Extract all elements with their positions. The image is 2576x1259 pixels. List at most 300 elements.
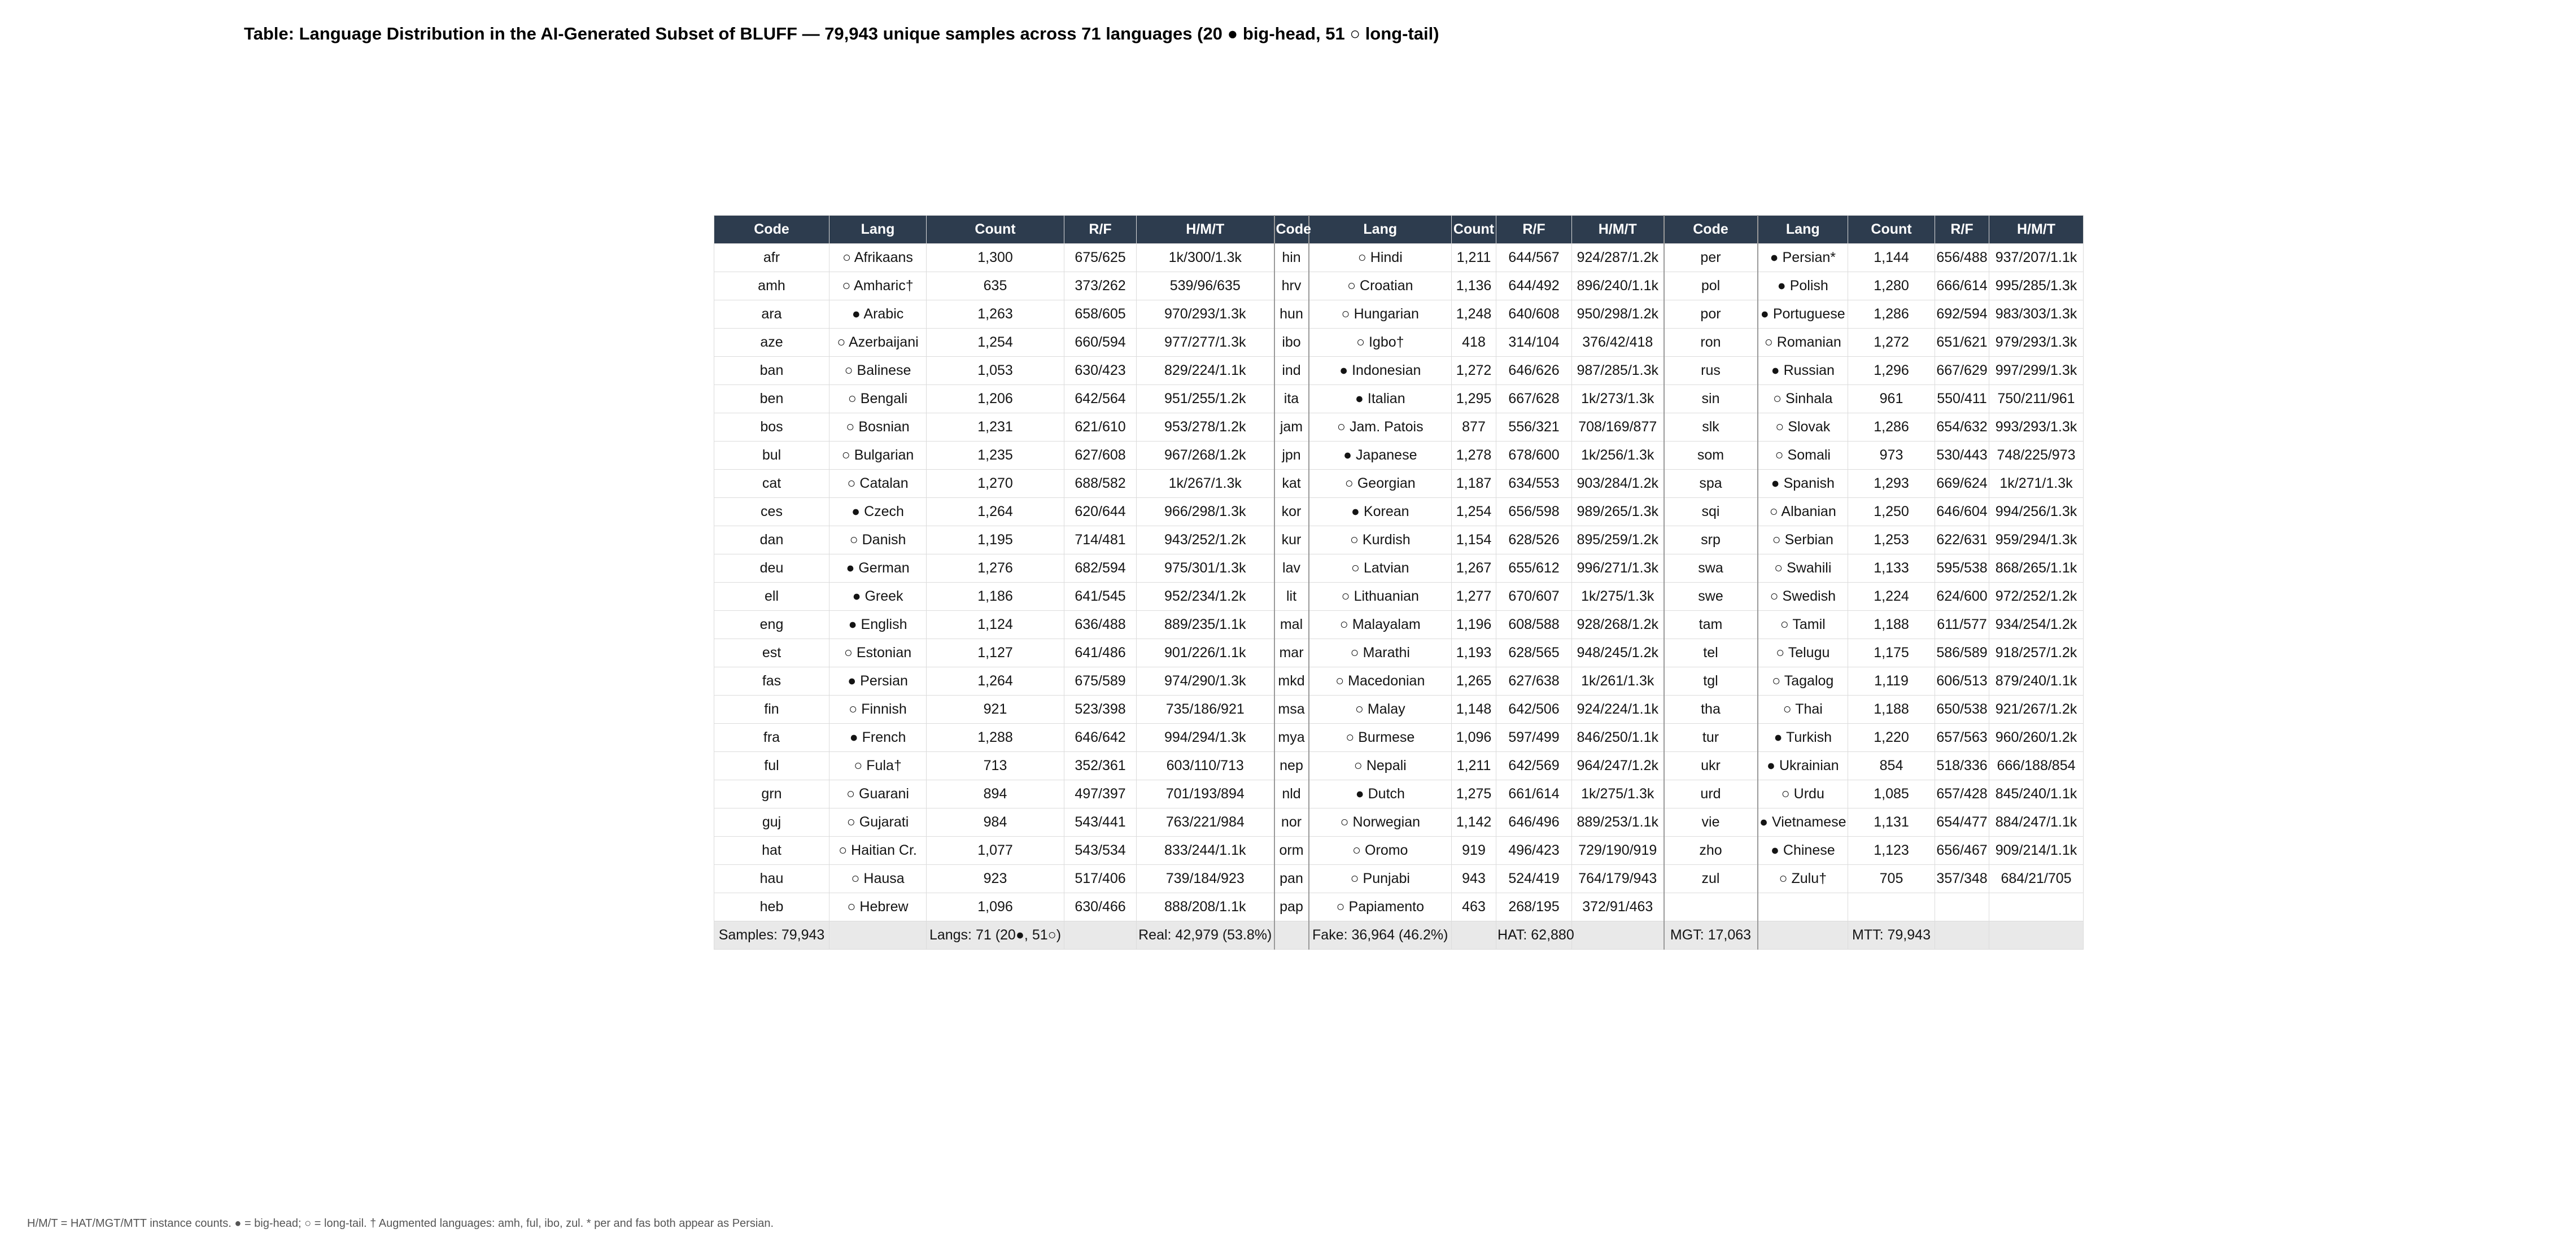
cell-rf-right: 656/467 [1935,837,1989,865]
cell-count-left: 635 [927,272,1064,300]
cell-code-mid: pap [1274,893,1309,921]
cell-lang-right: ○ Telugu [1758,639,1848,667]
cell-rf-mid: 667/628 [1496,385,1572,413]
cell-hmt-mid: 846/250/1.1k [1572,724,1664,752]
cell-hmt-mid: 372/91/463 [1572,893,1664,921]
cell-count-mid: 1,254 [1452,498,1496,526]
cell-rf-left: 646/642 [1064,724,1137,752]
cell-code-right: zul [1664,865,1758,893]
cell-code-left: fra [714,724,829,752]
cell-code-left: heb [714,893,829,921]
cell-lang-mid: ● Korean [1309,498,1452,526]
cell-rf-mid: 646/496 [1496,808,1572,837]
cell-lang-right: ○ Slovak [1758,413,1848,441]
cell-code-right: ukr [1664,752,1758,780]
cell-hmt-left: 735/186/921 [1137,696,1274,724]
header-lang-right: Lang [1758,216,1848,244]
cell-count-right: 973 [1848,441,1935,470]
cell-lang-right: ● Polish [1758,272,1848,300]
cell-rf-left: 543/534 [1064,837,1137,865]
cell-count-mid: 1,142 [1452,808,1496,837]
cell-hmt-mid: 708/169/877 [1572,413,1664,441]
cell-code-right: rus [1664,357,1758,385]
cell-rf-mid: 644/567 [1496,244,1572,272]
cell-hmt-right: 972/252/1.2k [1989,583,2084,611]
cell-rf-left: 642/564 [1064,385,1137,413]
cell-lang-left: ○ Azerbaijani [829,329,927,357]
cell-hmt-right: 997/299/1.3k [1989,357,2084,385]
cell-code-right: sin [1664,385,1758,413]
cell-lang-mid: ○ Malay [1309,696,1452,724]
cell-lang-right: ○ Sinhala [1758,385,1848,413]
cell-rf-left: 523/398 [1064,696,1137,724]
cell-code-right: por [1664,300,1758,329]
cell-code-mid: pan [1274,865,1309,893]
cell-hmt-left: 1k/300/1.3k [1137,244,1274,272]
cell-count-left: 894 [927,780,1064,808]
cell-hmt-mid: 376/42/418 [1572,329,1664,357]
cell-count-mid: 1,277 [1452,583,1496,611]
header-hmt-mid: H/M/T [1572,216,1664,244]
cell-lang-left: ○ Gujarati [829,808,927,837]
cell-hmt-left: 943/252/1.2k [1137,526,1274,554]
cell-code-left: guj [714,808,829,837]
cell-hmt-mid: 948/245/1.2k [1572,639,1664,667]
cell-code-mid: mal [1274,611,1309,639]
cell-count-right: 1,280 [1848,272,1935,300]
cell-count-right: 1,188 [1848,696,1935,724]
cell-code-mid: mar [1274,639,1309,667]
cell-count-left: 1,127 [927,639,1064,667]
cell-hmt-right: 884/247/1.1k [1989,808,2084,837]
cell-rf-right: 654/632 [1935,413,1989,441]
cell-count-right: 1,272 [1848,329,1935,357]
summary-empty [1274,921,1309,950]
summary-fake: Fake: 36,964 (46.2%) [1309,921,1452,950]
cell-rf-left: 621/610 [1064,413,1137,441]
cell-hmt-mid: 895/259/1.2k [1572,526,1664,554]
cell-rf-right: 611/577 [1935,611,1989,639]
cell-hmt-left: 952/234/1.2k [1137,583,1274,611]
cell-code-right: per [1664,244,1758,272]
cell-count-left: 1,077 [927,837,1064,865]
cell-rf-left: 517/406 [1064,865,1137,893]
cell-rf-left: 641/486 [1064,639,1137,667]
cell-code-right: slk [1664,413,1758,441]
cell-lang-right: ● Chinese [1758,837,1848,865]
table-row [714,554,2084,583]
cell-code-right [1664,893,1758,921]
cell-rf-mid: 627/638 [1496,667,1572,696]
cell-count-right [1848,893,1935,921]
cell-code-left: ben [714,385,829,413]
cell-count-mid: 1,187 [1452,470,1496,498]
cell-count-right: 1,175 [1848,639,1935,667]
cell-lang-right: ○ Zulu† [1758,865,1848,893]
cell-lang-left: ○ Amharic† [829,272,927,300]
cell-code-mid: msa [1274,696,1309,724]
cell-rf-mid: 642/569 [1496,752,1572,780]
summary-mgt: MGT: 17,063 [1664,921,1758,950]
table-row [714,611,2084,639]
cell-count-mid: 1,265 [1452,667,1496,696]
cell-lang-left: ● Greek [829,583,927,611]
cell-lang-right: ○ Thai [1758,696,1848,724]
cell-code-right: srp [1664,526,1758,554]
table-row [714,865,2084,893]
cell-count-left: 1,276 [927,554,1064,583]
cell-rf-left: 373/262 [1064,272,1137,300]
cell-hmt-left: 739/184/923 [1137,865,1274,893]
table-row [714,837,2084,865]
cell-count-left: 1,254 [927,329,1064,357]
cell-count-left: 1,264 [927,667,1064,696]
table-row [714,300,2084,329]
cell-lang-mid: ○ Marathi [1309,639,1452,667]
cell-lang-left: ○ Finnish [829,696,927,724]
cell-lang-right: ○ Urdu [1758,780,1848,808]
cell-rf-left: 630/423 [1064,357,1137,385]
table-row [714,329,2084,357]
cell-rf-left: 497/397 [1064,780,1137,808]
cell-lang-left: ○ Bosnian [829,413,927,441]
cell-rf-right: 550/411 [1935,385,1989,413]
cell-count-left: 1,124 [927,611,1064,639]
cell-hmt-right: 979/293/1.3k [1989,329,2084,357]
header-code-left: Code [714,216,829,244]
cell-rf-mid: 496/423 [1496,837,1572,865]
cell-rf-right: 654/477 [1935,808,1989,837]
cell-hmt-mid: 950/298/1.2k [1572,300,1664,329]
cell-lang-mid: ● Dutch [1309,780,1452,808]
cell-hmt-left: 833/244/1.1k [1137,837,1274,865]
table-row [714,583,2084,611]
cell-rf-left: 630/466 [1064,893,1137,921]
summary-mtt: MTT: 79,943 [1848,921,1935,950]
cell-hmt-right: 937/207/1.1k [1989,244,2084,272]
cell-lang-mid: ● Japanese [1309,441,1452,470]
header-hmt-right: H/M/T [1989,216,2084,244]
cell-rf-left: 660/594 [1064,329,1137,357]
cell-lang-mid: ○ Lithuanian [1309,583,1452,611]
cell-count-mid: 877 [1452,413,1496,441]
cell-lang-right: ○ Tamil [1758,611,1848,639]
cell-lang-left: ● English [829,611,927,639]
cell-code-mid: jam [1274,413,1309,441]
cell-lang-right: ○ Somali [1758,441,1848,470]
table-body [714,244,2084,921]
cell-rf-mid: 656/598 [1496,498,1572,526]
cell-code-mid: nep [1274,752,1309,780]
cell-lang-right: ○ Albanian [1758,498,1848,526]
cell-lang-left: ● German [829,554,927,583]
cell-hmt-mid: 924/287/1.2k [1572,244,1664,272]
cell-rf-left: 620/644 [1064,498,1137,526]
cell-hmt-right: 750/211/961 [1989,385,2084,413]
cell-count-right: 1,250 [1848,498,1935,526]
cell-rf-left: 688/582 [1064,470,1137,498]
cell-code-mid: mkd [1274,667,1309,696]
cell-lang-right: ○ Romanian [1758,329,1848,357]
cell-hmt-left: 603/110/713 [1137,752,1274,780]
table-header [714,216,2084,244]
cell-count-mid: 1,193 [1452,639,1496,667]
cell-hmt-left: 701/193/894 [1137,780,1274,808]
cell-rf-left: 627/608 [1064,441,1137,470]
summary-empty [1935,921,1989,950]
cell-rf-right: 622/631 [1935,526,1989,554]
cell-rf-mid: 556/321 [1496,413,1572,441]
language-distribution-table [714,215,2084,950]
cell-hmt-right: 748/225/973 [1989,441,2084,470]
cell-lang-mid: ○ Norwegian [1309,808,1452,837]
cell-hmt-mid: 729/190/919 [1572,837,1664,865]
cell-hmt-left: 951/255/1.2k [1137,385,1274,413]
cell-hmt-left: 888/208/1.1k [1137,893,1274,921]
header-code-mid: Code [1274,216,1309,244]
summary-empty [1452,921,1496,950]
cell-code-left: ban [714,357,829,385]
cell-code-left: aze [714,329,829,357]
cell-lang-left: ○ Danish [829,526,927,554]
cell-code-mid: kor [1274,498,1309,526]
cell-code-mid: hun [1274,300,1309,329]
cell-lang-mid: ○ Oromo [1309,837,1452,865]
cell-lang-mid: ○ Punjabi [1309,865,1452,893]
cell-count-right: 1,123 [1848,837,1935,865]
cell-count-right: 1,131 [1848,808,1935,837]
cell-lang-left: ○ Bulgarian [829,441,927,470]
cell-lang-left: ● Arabic [829,300,927,329]
header-lang-mid: Lang [1309,216,1452,244]
cell-code-mid: nor [1274,808,1309,837]
summary-empty [829,921,927,950]
cell-lang-right: ● Ukrainian [1758,752,1848,780]
cell-count-right: 961 [1848,385,1935,413]
cell-code-left: hat [714,837,829,865]
cell-count-left: 923 [927,865,1064,893]
cell-count-left: 1,288 [927,724,1064,752]
cell-hmt-right: 918/257/1.2k [1989,639,2084,667]
summary-real: Real: 42,979 (53.8%) [1137,921,1274,950]
cell-rf-mid: 628/565 [1496,639,1572,667]
cell-hmt-mid: 903/284/1.2k [1572,470,1664,498]
cell-count-right: 1,119 [1848,667,1935,696]
cell-hmt-mid: 928/268/1.2k [1572,611,1664,639]
table-row [714,385,2084,413]
cell-lang-right: ○ Swedish [1758,583,1848,611]
cell-code-mid: orm [1274,837,1309,865]
cell-hmt-mid: 1k/273/1.3k [1572,385,1664,413]
cell-hmt-right: 845/240/1.1k [1989,780,2084,808]
cell-count-left: 1,300 [927,244,1064,272]
cell-lang-mid: ○ Georgian [1309,470,1452,498]
summary-row [714,921,2084,950]
cell-lang-mid: ○ Hindi [1309,244,1452,272]
cell-lang-right: ○ Serbian [1758,526,1848,554]
cell-hmt-left: 994/294/1.3k [1137,724,1274,752]
cell-lang-mid: ○ Nepali [1309,752,1452,780]
cell-rf-right: 624/600 [1935,583,1989,611]
cell-code-right: tel [1664,639,1758,667]
cell-lang-right: ● Vietnamese [1758,808,1848,837]
cell-rf-right: 518/336 [1935,752,1989,780]
cell-hmt-right: 995/285/1.3k [1989,272,2084,300]
cell-count-right: 1,296 [1848,357,1935,385]
cell-count-mid: 1,196 [1452,611,1496,639]
cell-hmt-left: 1k/267/1.3k [1137,470,1274,498]
cell-rf-left: 543/441 [1064,808,1137,837]
cell-hmt-left: 539/96/635 [1137,272,1274,300]
cell-code-left: eng [714,611,829,639]
cell-lang-left: ● Czech [829,498,927,526]
cell-lang-mid: ○ Croatian [1309,272,1452,300]
cell-rf-right: 530/443 [1935,441,1989,470]
cell-lang-left: ○ Catalan [829,470,927,498]
cell-rf-right: 650/538 [1935,696,1989,724]
cell-rf-mid: 642/506 [1496,696,1572,724]
cell-rf-left: 675/589 [1064,667,1137,696]
cell-hmt-left: 966/298/1.3k [1137,498,1274,526]
cell-rf-right: 651/621 [1935,329,1989,357]
table-row [714,441,2084,470]
cell-lang-mid: ○ Papiamento [1309,893,1452,921]
cell-lang-right [1758,893,1848,921]
cell-rf-mid: 678/600 [1496,441,1572,470]
cell-hmt-left: 977/277/1.3k [1137,329,1274,357]
cell-rf-right: 656/488 [1935,244,1989,272]
cell-hmt-mid: 964/247/1.2k [1572,752,1664,780]
header-rf-right: R/F [1935,216,1989,244]
cell-code-left: ell [714,583,829,611]
cell-code-left: ara [714,300,829,329]
cell-code-mid: lav [1274,554,1309,583]
cell-code-right: tgl [1664,667,1758,696]
cell-hmt-mid: 924/224/1.1k [1572,696,1664,724]
cell-count-left: 1,206 [927,385,1064,413]
cell-hmt-right: 666/188/854 [1989,752,2084,780]
cell-rf-mid: 661/614 [1496,780,1572,808]
cell-rf-right: 646/604 [1935,498,1989,526]
cell-rf-left: 658/605 [1064,300,1137,329]
summary-samples: Samples: 79,943 [714,921,829,950]
cell-code-left: ful [714,752,829,780]
cell-code-left: bul [714,441,829,470]
cell-hmt-mid: 764/179/943 [1572,865,1664,893]
cell-code-mid: jpn [1274,441,1309,470]
cell-hmt-left: 974/290/1.3k [1137,667,1274,696]
cell-count-left: 1,186 [927,583,1064,611]
cell-count-mid: 1,211 [1452,244,1496,272]
cell-count-mid: 463 [1452,893,1496,921]
cell-code-right: swe [1664,583,1758,611]
cell-code-left: fas [714,667,829,696]
header-lang-left: Lang [829,216,927,244]
cell-lang-left: ○ Hausa [829,865,927,893]
header-rf-left: R/F [1064,216,1137,244]
cell-count-right: 1,133 [1848,554,1935,583]
cell-lang-right: ● Turkish [1758,724,1848,752]
cell-hmt-right: 983/303/1.3k [1989,300,2084,329]
cell-lang-left: ○ Estonian [829,639,927,667]
cell-hmt-right: 960/260/1.2k [1989,724,2084,752]
cell-code-left: deu [714,554,829,583]
table-row [714,498,2084,526]
cell-count-mid: 1,136 [1452,272,1496,300]
cell-rf-right: 357/348 [1935,865,1989,893]
table-row [714,244,2084,272]
cell-lang-right: ○ Swahili [1758,554,1848,583]
cell-code-mid: ibo [1274,329,1309,357]
table-row [714,752,2084,780]
cell-hmt-left: 829/224/1.1k [1137,357,1274,385]
cell-code-left: hau [714,865,829,893]
cell-code-right: pol [1664,272,1758,300]
cell-hmt-mid: 1k/275/1.3k [1572,780,1664,808]
cell-rf-mid: 314/104 [1496,329,1572,357]
table-footnote: H/M/T = HAT/MGT/MTT instance counts. ● = big-head; ○ = long-tail. † Augmented languages: amh, ful, ibo, zul. * per and fas both appear as Persian. [27,1217,774,1230]
cell-count-right: 1,224 [1848,583,1935,611]
cell-hmt-mid: 1k/261/1.3k [1572,667,1664,696]
cell-code-mid: hrv [1274,272,1309,300]
cell-code-mid: ita [1274,385,1309,413]
table-footer [714,921,2084,950]
cell-rf-mid: 268/195 [1496,893,1572,921]
cell-hmt-left: 901/226/1.1k [1137,639,1274,667]
cell-lang-left: ○ Fula† [829,752,927,780]
cell-count-mid: 418 [1452,329,1496,357]
cell-code-mid: hin [1274,244,1309,272]
cell-lang-mid: ○ Kurdish [1309,526,1452,554]
cell-count-left: 1,195 [927,526,1064,554]
cell-lang-mid: ● Indonesian [1309,357,1452,385]
table-row [714,893,2084,921]
cell-hmt-right: 993/293/1.3k [1989,413,2084,441]
cell-code-left: grn [714,780,829,808]
cell-code-mid: nld [1274,780,1309,808]
cell-count-right: 1,188 [1848,611,1935,639]
cell-code-left: est [714,639,829,667]
cell-code-mid: ind [1274,357,1309,385]
cell-hmt-left: 970/293/1.3k [1137,300,1274,329]
cell-count-right: 705 [1848,865,1935,893]
cell-count-right: 1,144 [1848,244,1935,272]
cell-rf-mid: 524/419 [1496,865,1572,893]
cell-count-left: 1,053 [927,357,1064,385]
cell-code-left: fin [714,696,829,724]
cell-count-right: 1,085 [1848,780,1935,808]
cell-code-right: zho [1664,837,1758,865]
cell-count-mid: 1,248 [1452,300,1496,329]
table-row [714,357,2084,385]
cell-hmt-left: 975/301/1.3k [1137,554,1274,583]
cell-code-mid: kur [1274,526,1309,554]
summary-hat: HAT: 62,880 [1496,921,1572,950]
table-row [714,413,2084,441]
cell-hmt-right [1989,893,2084,921]
cell-rf-right: 657/563 [1935,724,1989,752]
cell-rf-right: 666/614 [1935,272,1989,300]
cell-lang-left: ○ Guarani [829,780,927,808]
cell-hmt-left: 889/235/1.1k [1137,611,1274,639]
cell-count-right: 1,286 [1848,413,1935,441]
cell-rf-mid: 597/499 [1496,724,1572,752]
summary-empty [1064,921,1137,950]
cell-code-left: cat [714,470,829,498]
cell-rf-right: 692/594 [1935,300,1989,329]
cell-count-mid: 1,211 [1452,752,1496,780]
table-row [714,808,2084,837]
